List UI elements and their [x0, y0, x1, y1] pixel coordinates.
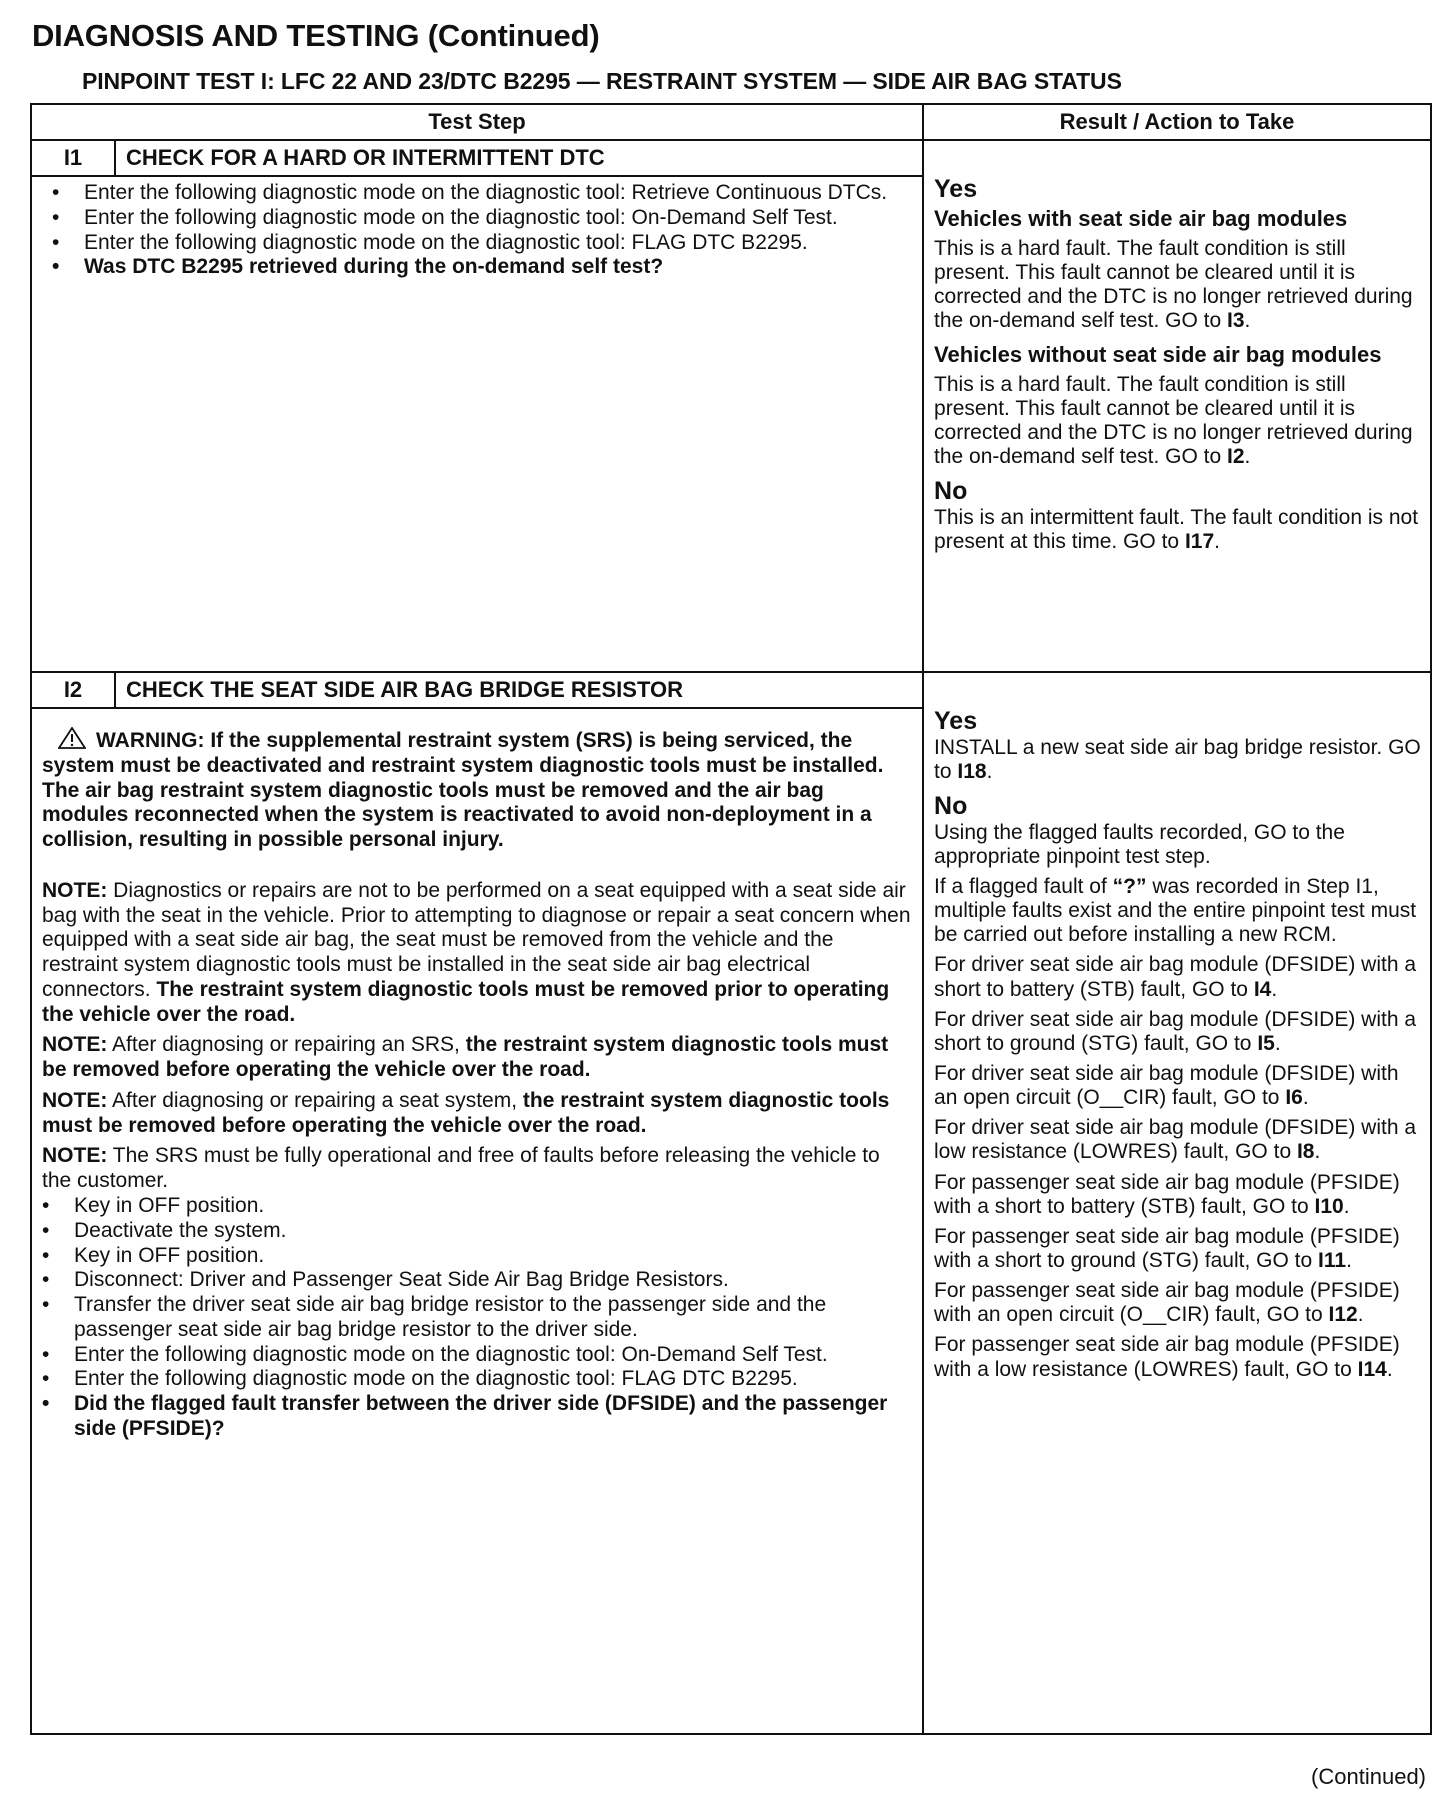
- pinpoint-test-title: PINPOINT TEST I: LFC 22 AND 23/DTC B2295 — RESTRAINT SYSTEM — SIDE AIR BAG STATUS: [82, 68, 1122, 94]
- col-header-test-step: Test Step: [31, 104, 923, 140]
- no-label: No: [934, 792, 968, 821]
- goto-link[interactable]: I6: [1285, 1086, 1303, 1110]
- result-text: INSTALL a new seat side air bag bridge resistor. GO to I18.: [934, 735, 1421, 783]
- note: NOTE: After diagnosing or repairing a seat system, the restraint system diagnostic tools must be removed before operating the vehicle over the road.: [42, 1088, 890, 1137]
- goto-link[interactable]: I11: [1318, 1249, 1347, 1273]
- warning-block: [42, 727, 912, 853]
- yes-label: Yes: [934, 707, 978, 735]
- col-header-result: Result / Action to Take: [923, 104, 1431, 140]
- list-item: For passenger seat side air bag module (PFSIDE) with a low resistance (LOWRES) fault, GO to I14.: [934, 1333, 1400, 1381]
- list-item: • Deactivate the system.: [58, 1219, 912, 1244]
- step-number: I2: [31, 672, 115, 708]
- goto-link[interactable]: I4: [1253, 977, 1272, 1001]
- step-i1-content: [31, 176, 923, 672]
- step-i2-content: [31, 708, 923, 1734]
- goto-link[interactable]: I3: [1227, 309, 1245, 333]
- list-item: For driver seat side air bag module (DFSIDE) with a short to ground (STG) fault, GO to I5.: [934, 1007, 1417, 1055]
- step-number: I1: [31, 140, 115, 176]
- yes-label: Yes: [934, 175, 978, 203]
- page-title: DIAGNOSIS AND TESTING (Continued): [32, 18, 600, 53]
- step-title: CHECK FOR A HARD OR INTERMITTENT DTC: [115, 140, 923, 176]
- result-text: Using the flagged faults recorded, GO to the appropriate pinpoint test step.: [934, 820, 1345, 868]
- result-subheading: Vehicles with seat side air bag modules: [934, 205, 1348, 231]
- warning-text: WARNING: If the supplemental restraint system (SRS) is being serviced, the system must be deactivated and restraint system diagnostic tools must be installed. The air bag restraint system diagnostic tools must be removed and the air bag modules reconnected when the system is reactivated to avoid non-deployment in a collision, resulting in possible personal injury.: [42, 729, 884, 852]
- goto-link[interactable]: I2: [1227, 445, 1245, 469]
- table-header-row: [31, 104, 1431, 140]
- result-text: This is a hard fault. The fault condition is still present. This fault cannot be cleared until it is corrected and the DTC is no longer retrieved during the on-demand self test. GO to I3.: [934, 237, 1413, 333]
- continued-label: (Continued): [1311, 1764, 1426, 1789]
- result-text: This is an intermittent fault. The fault condition is not present at this time. GO to I17.: [934, 506, 1419, 554]
- goto-link[interactable]: I5: [1257, 1031, 1275, 1055]
- goto-link[interactable]: I18: [957, 759, 987, 783]
- list-item: • Enter the following diagnostic mode on the diagnostic tool: FLAG DTC B2295.: [68, 231, 912, 256]
- goto-link[interactable]: I10: [1314, 1194, 1344, 1218]
- step-i1-title-row: [31, 140, 1431, 176]
- note: NOTE: Diagnostics or repairs are not to be performed on a seat equipped with a seat side air bag with the seat in the vehicle. Prior to attempting to diagnose or repair a seat concern when equipped with a seat side air bag, the seat must be removed from the vehicle and the restraint system diagnostic tools must be installed in the seat side air bag electrical connectors. The restraint system diagnostic tools must be removed prior to operating the vehicle over the road.: [42, 878, 911, 1026]
- list-item: • Enter the following diagnostic mode on the diagnostic tool: FLAG DTC B2295.: [58, 1367, 912, 1392]
- goto-link[interactable]: I14: [1357, 1357, 1387, 1381]
- list-item: • Enter the following diagnostic mode on the diagnostic tool: On-Demand Self Test.: [68, 206, 912, 231]
- list-item: For passenger seat side air bag module (PFSIDE) with a short to ground (STG) fault, GO to I11.: [934, 1224, 1400, 1273]
- step-bullet-list: [42, 1194, 912, 1442]
- list-item: For passenger seat side air bag module (PFSIDE) with a short to battery (STB) fault, GO to I10.: [934, 1170, 1400, 1218]
- step-question: • Was DTC B2295 retrieved during the on-demand self test?: [68, 255, 912, 280]
- list-item: For driver seat side air bag module (DFSIDE) with a low resistance (LOWRES) fault, GO to I8.: [934, 1116, 1417, 1164]
- list-item: • Key in OFF position.: [58, 1244, 912, 1269]
- list-item: • Disconnect: Driver and Passenger Seat Side Air Bag Bridge Resistors.: [58, 1268, 912, 1293]
- no-label: No: [934, 477, 968, 506]
- page: [30, 18, 1430, 1735]
- list-item: • Enter the following diagnostic mode on the diagnostic tool: Retrieve Continuous DTCs.: [68, 181, 912, 206]
- note: NOTE: After diagnosing or repairing an SRS, the restraint system diagnostic tools must be removed before operating the vehicle over the road.: [42, 1033, 889, 1082]
- step-question: • Did the flagged fault transfer between the driver side (DFSIDE) and the passenger side (PFSIDE)?: [58, 1392, 912, 1442]
- pinpoint-test-table: [30, 103, 1432, 1735]
- result-text: If a flagged fault of “?” was recorded in Step I1, multiple faults exist and the entire pinpoint test must be carried out before installing a new RCM.: [934, 875, 1417, 947]
- step-i2-result: [923, 672, 1431, 1734]
- list-item: For passenger seat side air bag module (PFSIDE) with an open circuit (O__CIR) fault, GO to I12.: [934, 1279, 1400, 1327]
- result-text: This is a hard fault. The fault condition is still present. This fault cannot be cleared until it is corrected and the DTC is no longer retrieved during the on-demand self test. GO to I2.: [934, 372, 1413, 469]
- goto-link[interactable]: I12: [1328, 1303, 1358, 1327]
- step-title: CHECK THE SEAT SIDE AIR BAG BRIDGE RESISTOR: [115, 672, 923, 708]
- list-item: For driver seat side air bag module (DFSIDE) with an open circuit (O__CIR) fault, GO to I6.: [934, 1062, 1399, 1110]
- step-bullet-list: [42, 181, 912, 280]
- list-item: • Enter the following diagnostic mode on the diagnostic tool: On-Demand Self Test.: [58, 1343, 912, 1368]
- goto-link[interactable]: I8: [1296, 1140, 1315, 1164]
- warning-icon: [58, 727, 86, 749]
- step-i2-title-row: [31, 672, 1431, 708]
- list-item: • Key in OFF position.: [58, 1194, 912, 1219]
- goto-link[interactable]: I17: [1184, 530, 1215, 554]
- result-subheading: Vehicles without seat side air bag modules: [934, 341, 1382, 367]
- list-item: For driver seat side air bag module (DFSIDE) with a short to battery (STB) fault, GO to I4.: [934, 953, 1417, 1001]
- note: NOTE: The SRS must be fully operational and free of faults before releasing the vehicle to the customer.: [42, 1144, 880, 1193]
- fault-routing-list: [934, 953, 1424, 1381]
- step-i1-result: [923, 140, 1431, 672]
- list-item: • Transfer the driver seat side air bag bridge resistor to the passenger side and the passenger seat side air bag bridge resistor to the driver side.: [58, 1293, 912, 1343]
